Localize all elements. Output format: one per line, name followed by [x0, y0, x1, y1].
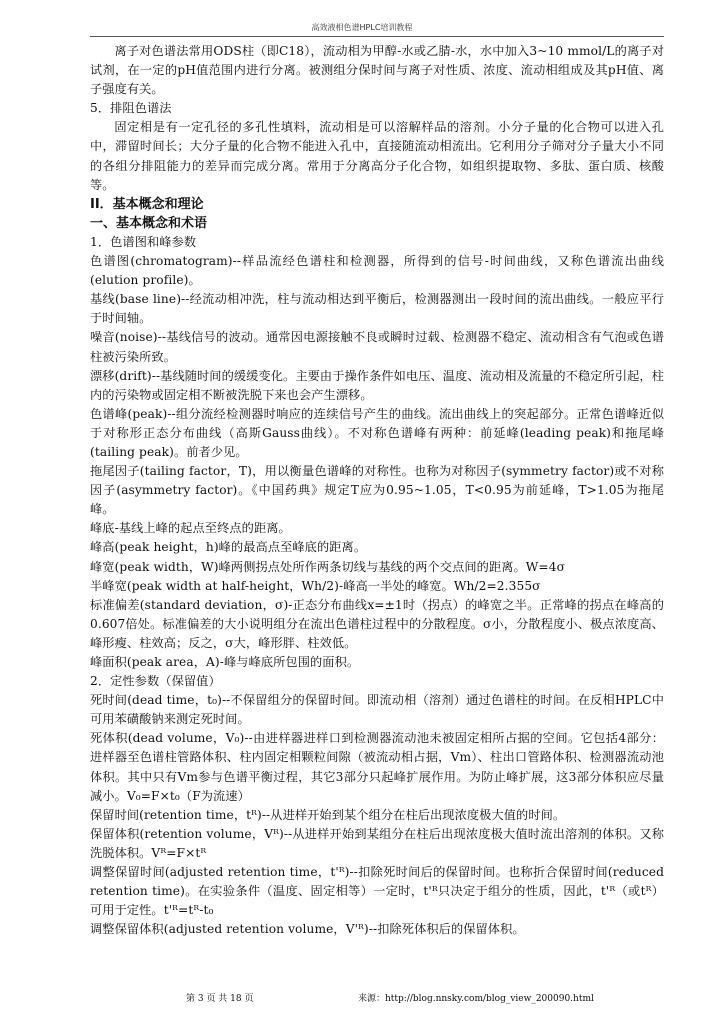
paragraph: 死时间(dead time，t₀)--不保留组分的保留时间。即流动相（溶剂）通过色谱柱的时间。在反相HPLC中可用苯磺酸钠来测定死时间。 [90, 693, 664, 727]
paragraph: 峰宽(peak width，W)峰两侧拐点处所作两条切线与基线的两个交点间的距离。W=4σ [90, 559, 566, 574]
paragraph: 死体积(dead volume，V₀)--由进样器进样口到检测器流动池未被固定相所占据的空间。它包括4部分：进样器至色谱柱管路体积、柱内固定相颗粒间隙（被流动相占据，Vm）、柱出口管路体积、检测器流动池体积。其中只有Vm参与色谱平衡过程，其它3部分只起峰扩展作用。为防止峰扩展，这3部分体积应尽量减小。V₀=F×t₀（F为流速） [90, 731, 664, 803]
paragraph: 半峰宽(peak width at half-height，Wh/2)-峰高一半处的峰宽。Wh/2=2.355σ [90, 578, 541, 593]
paragraph: 1．色谱图和峰参数 [90, 234, 197, 249]
paragraph: 基线(base line)--经流动相冲洗，柱与流动相达到平衡后，检测器测出一段时间的流出曲线。一般应平行于时间轴。 [90, 292, 664, 326]
section-heading: 一、基本概念和术语 [90, 215, 208, 231]
paragraph: 峰底-基线上峰的起点至终点的距离。 [90, 521, 291, 536]
paragraph: 标准偏差(standard deviation，σ)-正态分布曲线x=±1时（拐点）的峰宽之半。正常峰的拐点在峰高的0.607倍处。标准偏差的大小说明组分在流出色谱柱过程中的分散程度。σ小，分散程度小、极点浓度高、峰形瘦、柱效高；反之，σ大，峰形胖、柱效低。 [90, 597, 664, 650]
paragraph: 色谱图(chromatogram)--样品流经色谱柱和检测器，所得到的信号-时间曲线，又称色谱流出曲线(elution profile)。 [90, 254, 664, 288]
source-link[interactable]: 来源：http://blog.nnsky.com/blog_view_200090.html [358, 994, 594, 1004]
paragraph: 固定相是有一定孔径的多孔性填料，流动相是可以溶解样品的溶剂。小分子量的化合物可以进入孔中，滞留时间长；大分子量的化合物不能进入孔中，直接随流动相流出。它利用分子筛对分子量大小不同的各组分排阻能力的差异而完成分离。常用于分离高分子化合物，如组织提取物、多肽、蛋白质、核酸等。 [90, 120, 664, 192]
paragraph: 调整保留时间(adjusted retention time，t'ᴿ)--扣除死时间后的保留时间。也称折合保留时间(reduced retention time)。在实验条件（温度、固定相等）一定时，t'ᴿ只决定于组分的性质，因此，t'ᴿ（或tᴿ）可用于定性。t'ᴿ=tᴿ-t₀ [90, 865, 664, 918]
paragraph: 5．排阻色谱法 [90, 101, 172, 116]
page-number: 第 3 页 共 18 页 [186, 994, 254, 1004]
paragraph: 保留时间(retention time，tᴿ)--从进样开始到某个组分在柱后出现浓度极大值的时间。 [90, 807, 566, 822]
paragraph: 离子对色谱法常用ODS柱（即C18），流动相为甲醇-水或乙腈-水，水中加入3~10 mmol/L的离子对试剂，在一定的pH值范围内进行分离。被测组分保时间与离子对性质、浓度、流动相组成及其pH值、离子强度有关。 [90, 44, 664, 97]
section-heading: II．基本概念和理论 [90, 196, 204, 212]
paragraph: 噪音(noise)--基线信号的波动。通常因电源接触不良或瞬时过载、检测器不稳定、流动相含有气泡或色谱柱被污染所致。 [90, 330, 664, 364]
header-divider [90, 36, 664, 37]
paragraph: 色谱峰(peak)--组分流经检测器时响应的连续信号产生的曲线。流出曲线上的突起部分。正常色谱峰近似于对称形正态分布曲线（高斯Gauss曲线）。不对称色谱峰有两种：前延峰(leading peak)和拖尾峰(tailing peak)。前者少见。 [90, 406, 664, 459]
document-body [90, 42, 664, 939]
paragraph: 调整保留体积(adjusted retention volume，V'ᴿ)--扣除死体积后的保留体积。 [90, 922, 525, 937]
paragraph: 峰高(peak height，h)峰的最高点至峰底的距离。 [90, 540, 367, 555]
paragraph: 保留体积(retention volume，Vᴿ)--从进样开始到某组分在柱后出现浓度极大值时流出溶剂的体积。又称洗脱体积。Vᴿ=F×tᴿ [90, 826, 664, 860]
paragraph: 漂移(drift)--基线随时间的缓缓变化。主要由于操作条件如电压、温度、流动相及流量的不稳定所引起，柱内的污染物或固定相不断被洗脱下来也会产生漂移。 [90, 368, 664, 402]
paragraph: 2．定性参数（保留值） [90, 674, 221, 689]
paragraph: 峰面积(peak area，A)-峰与峰底所包围的面积。 [90, 655, 360, 669]
page-header: 高效液相色谱HPLC培训教程 [311, 23, 413, 32]
paragraph: 拖尾因子(tailing factor，T)，用以衡量色谱峰的对称性。也称为对称因子(symmetry factor)或不对称因子(asymmetry factor)。《中国药典》规定T应为0.95~1.05，T<0.95为前延峰，T>1.05为拖尾峰。 [90, 464, 664, 517]
